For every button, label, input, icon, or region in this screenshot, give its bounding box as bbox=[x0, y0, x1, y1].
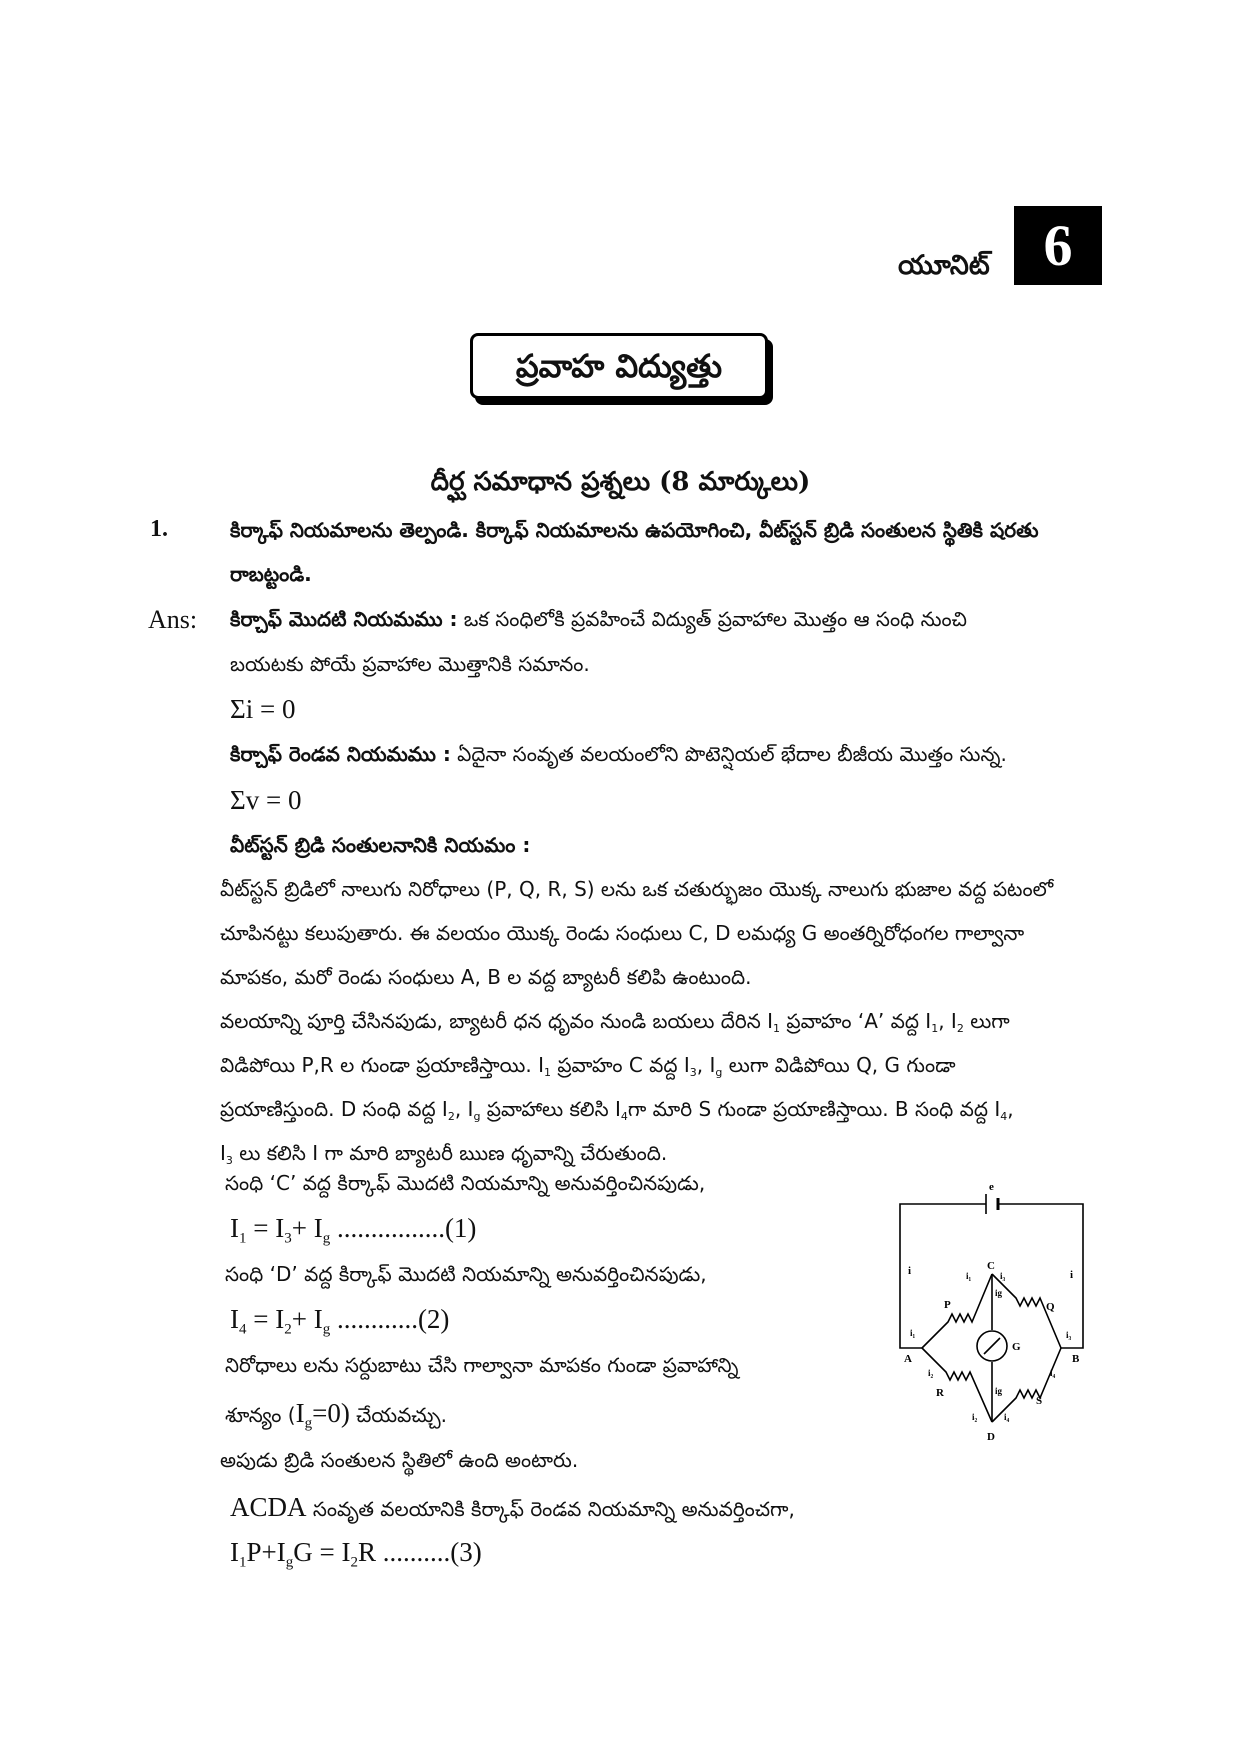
text-segment: =0) bbox=[312, 1398, 350, 1428]
galvanometer-label: G bbox=[1012, 1341, 1021, 1353]
subscript: 1 bbox=[239, 1554, 247, 1571]
answer-line bbox=[225, 1398, 447, 1432]
rule-heading: కిర్చాఫ్ రెండవ నియమము : bbox=[230, 742, 451, 766]
node-a-label: A bbox=[904, 1353, 912, 1365]
current-label: i₄ bbox=[1050, 1368, 1056, 1378]
text-segment: , I bbox=[454, 1097, 474, 1121]
current-label: i₃ bbox=[1000, 1271, 1006, 1281]
text-segment: I bbox=[230, 1537, 239, 1567]
chapter-title: ప్రవాహ విద్యుత్తు bbox=[470, 333, 768, 399]
text-segment: ప్రయాణిస్తుంది. D సంధి వద్ద I bbox=[220, 1097, 448, 1121]
text-segment: , bbox=[1007, 1097, 1014, 1121]
question-text-line: కిర్కాఫ్ నియమాలను తెల్పండి. కిర్కాఫ్ నియమాలను ఉపయోగించి, వీట్‌స్టన్ బ్రిడి సంతులన స్థితికి షరతు bbox=[230, 518, 1039, 542]
text-segment: వలయాన్ని పూర్తి చేసినపుడు, బ్యాటరీ ధన ధృవం నుండి బయలు దేరిన I bbox=[220, 1009, 773, 1033]
text-segment: I bbox=[220, 1141, 226, 1165]
rule-heading: వీట్‌స్టన్ బ్రిడి సంతులనానికి నియమం : bbox=[230, 833, 531, 857]
text-segment: Σi = 0 bbox=[230, 694, 296, 724]
text-segment: సంవృత వలయానికి కిర్కాఫ్ రెండవ నియమాన్ని అనువర్తించగా, bbox=[306, 1497, 795, 1521]
text-segment: గా మారి S గుండా ప్రయాణిస్తాయి. B సంధి వద్ద I bbox=[627, 1097, 1001, 1121]
text-segment: G = I bbox=[293, 1537, 351, 1567]
text-segment: వీట్‌స్టన్ బ్రిడిలో నాలుగు నిరోధాలు (P, Q, R, S) లను ఒక చతుర్భుజం యొక్క నాలుగు భుజాల వద్ద పటంలో bbox=[220, 877, 1054, 901]
current-label: i bbox=[908, 1265, 912, 1277]
text-segment: R ..........(3) bbox=[357, 1537, 482, 1567]
text-segment: ప్రవాహం ‘A’ వద్ద I bbox=[780, 1009, 932, 1033]
text-segment: + I bbox=[291, 1213, 323, 1243]
current-label: ig bbox=[995, 1288, 1003, 1298]
question-number: 1. bbox=[150, 516, 168, 542]
current-label: i₄ bbox=[1004, 1412, 1010, 1422]
text-segment: ACDA bbox=[230, 1492, 307, 1522]
text-segment: = I bbox=[246, 1213, 285, 1243]
answer-line bbox=[220, 1097, 1014, 1126]
current-label: i₂ bbox=[972, 1412, 978, 1422]
current-label: ig bbox=[995, 1386, 1003, 1396]
node-b-label: B bbox=[1072, 1353, 1080, 1365]
current-label: i₁ bbox=[910, 1328, 916, 1338]
text-segment: చూపినట్టు కలుపుతారు. ఈ వలయం యొక్క రెండు సంధులు C, D లమధ్య G అంతర్నిరోధంగల గాల్వానా bbox=[220, 921, 1025, 945]
answer-line bbox=[230, 1492, 795, 1526]
text-segment: P+I bbox=[246, 1537, 286, 1567]
subscript: g bbox=[715, 1065, 723, 1079]
text-segment: ఏదైనా సంవృత వలయంలోని పొటెన్షియల్ భేదాల బీజీయ మొత్తం సున్న. bbox=[450, 742, 1007, 766]
current-label: i₂ bbox=[928, 1368, 934, 1378]
unit-number-badge: 6 bbox=[1014, 206, 1102, 285]
text-segment: మాపకం, మరో రెండు సంధులు A, B ల వద్ద బ్యాటరీ కలిపి ఉంటుంది. bbox=[220, 965, 752, 989]
answer-line bbox=[230, 652, 590, 681]
answer-line bbox=[225, 1353, 738, 1382]
subscript: g bbox=[285, 1554, 294, 1571]
answer-line bbox=[220, 921, 1024, 950]
subscript: 2 bbox=[350, 1554, 358, 1571]
text-segment: చేయవచ్చు. bbox=[349, 1403, 448, 1427]
section-heading: దీర్ఘ సమాధాన ప్రశ్నలు (8 మార్కులు) bbox=[430, 467, 811, 497]
text-segment: శూన్యం ( bbox=[225, 1403, 296, 1427]
text-segment: లుగా విడిపోయి Q, G గుండా bbox=[722, 1053, 956, 1077]
text-segment: అపుడు బ్రిడి సంతులన స్థితిలో ఉంది అంటారు. bbox=[220, 1448, 579, 1472]
subscript: g bbox=[473, 1109, 481, 1123]
text-segment: , I bbox=[696, 1053, 716, 1077]
resistor-s bbox=[992, 1348, 1061, 1422]
subscript: g bbox=[304, 1415, 313, 1432]
subscript: 2 bbox=[956, 1021, 964, 1035]
text-segment: = I bbox=[246, 1304, 285, 1334]
subscript: 3 bbox=[689, 1065, 697, 1079]
text-segment: , I bbox=[938, 1009, 957, 1033]
node-c-label: C bbox=[987, 1260, 995, 1272]
text-segment: ............(2) bbox=[330, 1304, 450, 1334]
answer-line bbox=[230, 742, 1007, 771]
text-segment: I bbox=[295, 1398, 305, 1428]
text-segment: I bbox=[230, 1304, 239, 1334]
answer-line bbox=[230, 1304, 449, 1338]
subscript: 3 bbox=[284, 1230, 292, 1247]
subscript: 3 bbox=[225, 1153, 233, 1167]
unit-label: యూనిట్ bbox=[898, 250, 990, 281]
subscript: g bbox=[322, 1321, 331, 1338]
subscript: 2 bbox=[284, 1321, 292, 1338]
text-segment: లుగా bbox=[963, 1009, 1010, 1033]
answer-line bbox=[230, 694, 295, 725]
answer-line bbox=[220, 1448, 578, 1477]
text-segment: నిరోధాలు లను సర్దుబాటు చేసి గాల్వానా మాపకం గుండా ప్రవాహాన్ని bbox=[225, 1353, 739, 1377]
answer-line bbox=[220, 965, 752, 994]
node-d-label: D bbox=[987, 1431, 995, 1443]
subscript: 4 bbox=[620, 1109, 628, 1123]
resistor-p-label: P bbox=[944, 1299, 951, 1311]
text-segment: I bbox=[230, 1213, 239, 1243]
subscript: 1 bbox=[239, 1230, 247, 1247]
text-segment: సంధి ‘D’ వద్ద కిర్కాఫ్ మొదటి నియమాన్ని అనువర్తించినపుడు, bbox=[225, 1262, 707, 1286]
answer-label: Ans: bbox=[148, 605, 198, 634]
resistor-s-label: S bbox=[1036, 1395, 1043, 1407]
subscript: g bbox=[322, 1230, 331, 1247]
text-segment: లు కలిసి I గా మారి బ్యాటరీ ఋణ ధృవాన్ని చేరుతుంది. bbox=[232, 1141, 668, 1165]
answer-line bbox=[230, 1213, 476, 1247]
answer-line bbox=[225, 1171, 705, 1200]
emf-label: e bbox=[989, 1182, 994, 1193]
answer-line bbox=[220, 1009, 1010, 1038]
text-segment: ప్రవాహాలు కలిసి I bbox=[480, 1097, 621, 1121]
answer-line bbox=[220, 877, 1053, 906]
text-segment: ప్రవాహం C వద్ద I bbox=[550, 1053, 690, 1077]
question-text-line: రాబట్టండి. bbox=[230, 562, 312, 586]
subscript: 2 bbox=[447, 1109, 455, 1123]
subscript: 4 bbox=[239, 1321, 247, 1338]
wheatstone-bridge-diagram bbox=[886, 1182, 1106, 1450]
subscript: 4 bbox=[1000, 1109, 1008, 1123]
resistor-r-label: R bbox=[936, 1387, 944, 1399]
rule-heading: కిర్చాఫ్ మొదటి నియమము : bbox=[230, 607, 458, 631]
answer-line bbox=[220, 1053, 956, 1082]
answer-line bbox=[230, 785, 301, 816]
text-segment: + I bbox=[291, 1304, 323, 1334]
subscript: 1 bbox=[543, 1065, 551, 1079]
resistor-p bbox=[922, 1274, 992, 1348]
resistor-r bbox=[922, 1348, 992, 1422]
text-segment: ఒక సంధిలోకి ప్రవహించే విద్యుత్ ప్రవాహాల మొత్తం ఆ సంధి నుంచి bbox=[457, 607, 967, 631]
text-segment: Σv = 0 bbox=[230, 785, 302, 815]
current-label: i₁ bbox=[966, 1271, 972, 1281]
subscript: 1 bbox=[773, 1021, 780, 1035]
text-segment: ................(1) bbox=[330, 1213, 477, 1243]
resistor-q-label: Q bbox=[1046, 1301, 1055, 1313]
text-segment: సంధి ‘C’ వద్ద కిర్కాఫ్ మొదటి నియమాన్ని అనువర్తించినపుడు, bbox=[225, 1171, 706, 1195]
subscript: 1 bbox=[931, 1021, 939, 1035]
answer-line bbox=[220, 1141, 667, 1170]
current-label: i bbox=[1070, 1269, 1074, 1281]
answer-line bbox=[230, 833, 530, 862]
current-label: i₃ bbox=[1066, 1330, 1072, 1340]
text-segment: బయటకు పోయే ప్రవాహాల మొత్తానికి సమానం. bbox=[230, 652, 590, 676]
text-segment: విడిపోయి P,R ల గుండా ప్రయాణిస్తాయి. I bbox=[220, 1053, 544, 1077]
answer-line bbox=[230, 607, 967, 636]
answer-line bbox=[230, 1537, 482, 1571]
answer-line bbox=[225, 1262, 707, 1291]
